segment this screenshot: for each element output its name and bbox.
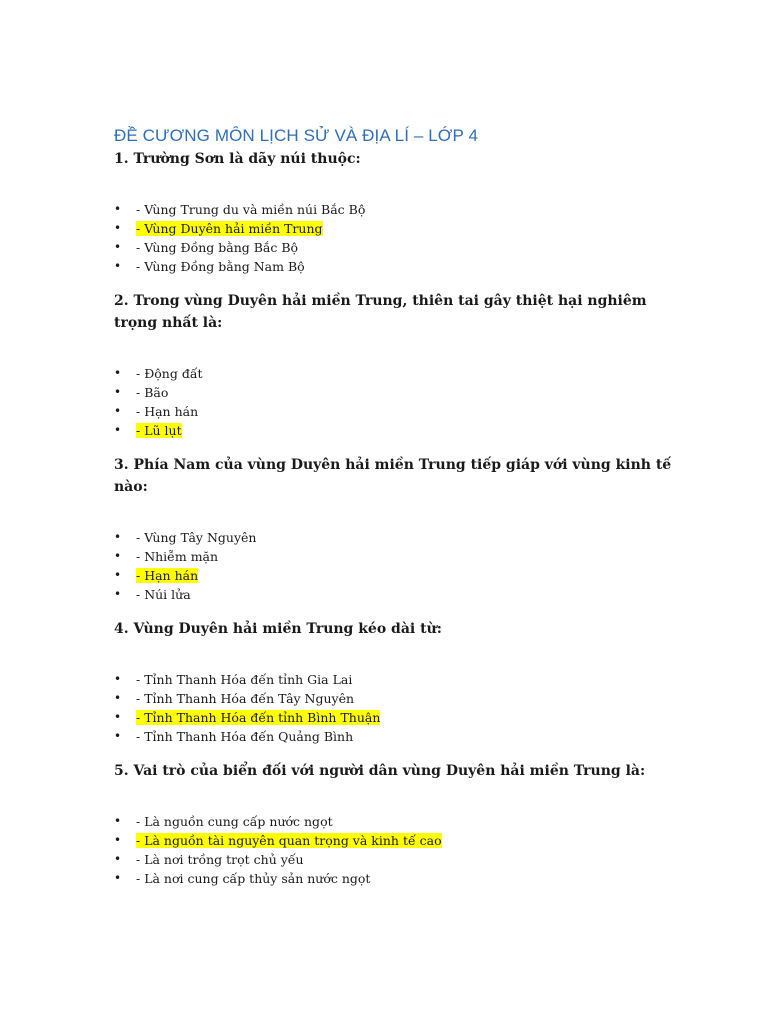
bullet-icon: •: [114, 729, 122, 743]
question-2: [114, 290, 674, 440]
option-text-highlighted: - Vùng Duyên hải miền Trung: [136, 221, 323, 236]
question-3-options: [114, 528, 674, 604]
question-3-text: 3. Phía Nam của vùng Duyên hải miền Trung tiếp giáp với vùng kinh tế nào:: [114, 457, 672, 495]
option-5d: [114, 869, 674, 888]
option-5a: [114, 812, 674, 831]
option-4a: [114, 670, 674, 689]
option-4b: [114, 689, 674, 708]
bullet-icon: •: [114, 404, 122, 418]
option-text: - Vùng Tây Nguyên: [136, 530, 257, 545]
option-text: - Vùng Đồng bằng Bắc Bộ: [136, 240, 299, 255]
option-text: - Là nơi trồng trọt chủ yếu: [136, 852, 304, 867]
document-page: [114, 124, 674, 888]
option-3c: [114, 566, 674, 585]
bullet-icon: •: [114, 710, 122, 724]
question-2-options: [114, 364, 674, 440]
option-text: - Tỉnh Thanh Hóa đến Tây Nguyên: [136, 691, 355, 706]
bullet-icon: •: [114, 587, 122, 601]
option-4d: [114, 727, 674, 746]
option-2d: [114, 421, 674, 440]
bullet-icon: •: [114, 672, 122, 686]
question-4: [114, 618, 674, 746]
bullet-icon: •: [114, 240, 122, 254]
option-1c: [114, 238, 674, 257]
option-3d: [114, 585, 674, 604]
question-4-options: [114, 670, 674, 746]
bullet-icon: •: [114, 530, 122, 544]
option-1b: [114, 219, 674, 238]
bullet-icon: •: [114, 423, 122, 437]
option-1a: [114, 200, 674, 219]
question-1: [114, 148, 674, 276]
option-text: - Là nguồn cung cấp nước ngọt: [136, 814, 333, 829]
option-1d: [114, 257, 674, 276]
bullet-icon: •: [114, 202, 122, 216]
bullet-icon: •: [114, 568, 122, 582]
option-2c: [114, 402, 674, 421]
option-text: - Vùng Đồng bằng Nam Bộ: [136, 259, 305, 274]
option-text: - Là nơi cung cấp thủy sản nước ngọt: [136, 871, 371, 886]
bullet-icon: •: [114, 814, 122, 828]
question-1-text: 1. Trường Sơn là dãy núi thuộc:: [114, 151, 361, 167]
question-3: [114, 454, 674, 604]
option-4c: [114, 708, 674, 727]
bullet-icon: •: [114, 549, 122, 563]
document-title: ĐỀ CƯƠNG MÔN LỊCH SỬ VÀ ĐỊA LÍ – LỚP 4: [114, 126, 478, 145]
option-text-highlighted: - Tỉnh Thanh Hóa đến tỉnh Bình Thuận: [136, 710, 381, 725]
question-5: [114, 760, 674, 888]
question-2-text: 2. Trong vùng Duyên hải miền Trung, thiên tai gây thiệt hại nghiêm trọng nhất là:: [114, 293, 647, 331]
question-4-text: 4. Vùng Duyên hải miền Trung kéo dài từ:: [114, 621, 442, 637]
option-5b: [114, 831, 674, 850]
option-3a: [114, 528, 674, 547]
option-text: - Núi lửa: [136, 587, 191, 602]
option-text-highlighted: - Là nguồn tài nguyên quan trọng và kinh tế cao: [136, 833, 442, 848]
option-2a: [114, 364, 674, 383]
option-text: - Nhiễm mặn: [136, 549, 219, 564]
option-text: - Động đất: [136, 366, 203, 381]
question-5-text: 5. Vai trò của biển đối với người dân vùng Duyên hải miền Trung là:: [114, 763, 646, 779]
bullet-icon: •: [114, 691, 122, 705]
option-2b: [114, 383, 674, 402]
bullet-icon: •: [114, 259, 122, 273]
bullet-icon: •: [114, 221, 122, 235]
option-text: - Bão: [136, 385, 169, 400]
option-text-highlighted: - Hạn hán: [136, 568, 199, 583]
bullet-icon: •: [114, 833, 122, 847]
bullet-icon: •: [114, 366, 122, 380]
bullet-icon: •: [114, 871, 122, 885]
bullet-icon: •: [114, 385, 122, 399]
option-3b: [114, 547, 674, 566]
option-text: - Hạn hán: [136, 404, 199, 419]
question-5-options: [114, 812, 674, 888]
option-text: - Tỉnh Thanh Hóa đến tỉnh Gia Lai: [136, 672, 353, 687]
question-1-options: [114, 200, 674, 276]
option-text: - Tỉnh Thanh Hóa đến Quảng Bình: [136, 729, 354, 744]
option-text: - Vùng Trung du và miền núi Bắc Bộ: [136, 202, 366, 217]
option-text-highlighted: - Lũ lụt: [136, 423, 182, 438]
option-5c: [114, 850, 674, 869]
bullet-icon: •: [114, 852, 122, 866]
